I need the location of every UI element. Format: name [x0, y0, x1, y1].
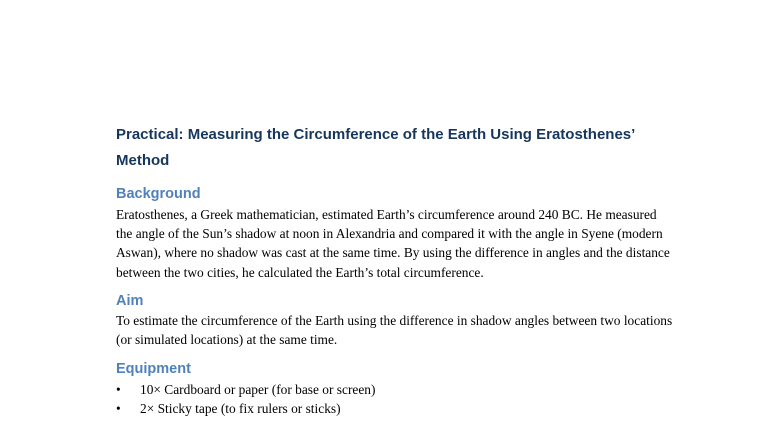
bullet-icon: • [116, 401, 121, 417]
bullet-icon: • [116, 382, 121, 398]
equipment-item-text: 2× Sticky tape (to fix rulers or sticks) [140, 401, 341, 417]
document-body [116, 122, 676, 419]
equipment-item-text: 10× Cardboard or paper (for base or screen) [140, 382, 376, 398]
equipment-heading: Equipment [116, 361, 191, 378]
background-paragraph: Eratosthenes, a Greek mathematician, estimated Earth’s circumference around 240 BC. He measured the angle of the Sun’s shadow at noon in Alexandria and compared it with the angle in Syene (modern Aswan), where no shadow was cast at the same time. By using the difference in angles and the distance between the two cities, he calculated the Earth’s total circumference. [116, 207, 670, 280]
list-item [116, 399, 676, 418]
aim-heading: Aim [116, 292, 144, 309]
list-item [116, 380, 676, 399]
background-heading: Background [116, 186, 201, 202]
aim-paragraph: To estimate the circumference of the Earth using the difference in shadow angles between two locations (or simulated locations) at the same time. [116, 312, 673, 348]
document-title: Practical: Measuring the Circumference of the Earth Using Eratosthenes’ Method [116, 126, 635, 169]
equipment-list [116, 380, 676, 418]
